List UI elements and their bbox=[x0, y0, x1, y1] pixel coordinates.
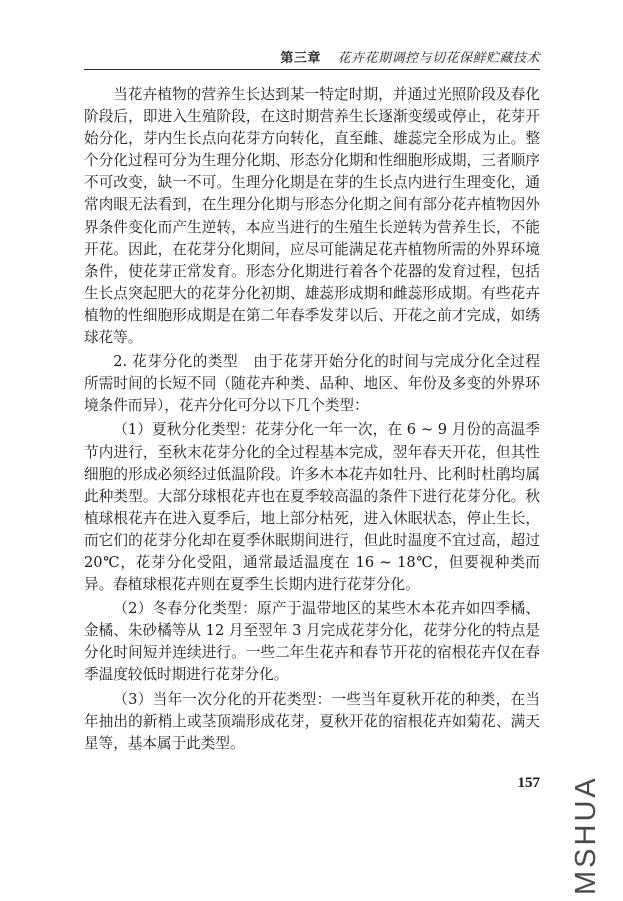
chapter-topic: 花卉花期调控与切花保鲜贮藏技术 bbox=[337, 51, 540, 66]
watermark: MSHUA bbox=[570, 775, 602, 895]
paragraph-type-summer-autumn: （1）夏秋分化类型：花芽分化一年一次，在 6 ~ 9 月份的高温季节内进行，至秋末花芽分化的全过程基本完成，翌年春天开花，但其性细胞的形成必须经过低温阶段。许多木本花卉如牡丹、比利时杜鹃均属此种类型。大部分球根花卉也在夏季较高温的条件下进行花芽分化。秋植球根花卉在进入夏季后，地上部分枯死，进入休眠状态，停止生长，而它们的花芽分化却在夏季休眠期间进行，但此时温度不宜过高，超过 20℃，花芽分化受阻，通常最适温度在 16 ~ 18℃，但要视种类而异。春植球根花卉则在夏季生长期内进行花芽分化。 bbox=[84, 421, 540, 594]
paragraph-intro: 当花卉植物的营养生长达到某一特定时期，并通过光照阶段及春化阶段后，即进入生殖阶段，在这时期营养生长逐渐变缓或停止，花芽开始分化，芽内生长点向花芽方向转化，直至雌、雄蕊完全形成为止。整个分化过程可分为生理分化期、形态分化期和性细胞形成期，三者顺序不可改变，缺一不可。生理分化期是在芽的生长点内进行生理变化，通常肉眼无法看到，在生理分化期与形态分化期之间有部分花卉植物因外界条件变化而产生逆转，本应当进行的生殖生长逆转为营养生长，不能开花。因此，在花芽分化期间，应尽可能满足花卉植物所需的外界环境条件，使花芽正常发育。形态分化期进行着各个花器的发育过程，包括生长点突起肥大的花芽分化初期、雄蕊形成期和雌蕊形成期。有些花卉植物的性细胞形成期是在第二年春季发芽以后、开花之前才完成，如绣球花等。 bbox=[84, 86, 540, 347]
page-body bbox=[84, 84, 540, 757]
page-number: 157 bbox=[517, 775, 540, 791]
header-rule bbox=[84, 69, 540, 70]
paragraph-types-heading: 2. 花芽分化的类型 由于花芽开始分化的时间与完成分化全过程所需时间的长短不同（随花卉种类、品种、地区、年份及多变的外界环境条件而异），花卉分化可分以下几个类型： bbox=[84, 353, 540, 415]
chapter-label: 第三章 bbox=[280, 51, 321, 66]
running-header bbox=[84, 47, 540, 67]
paragraph-type-same-year: （3）当年一次分化的开花类型：一些当年夏秋开花的种类，在当年抽出的新梢上或茎顶端形成花芽，夏秋开花的宿根花卉如菊花、满天星等，基本属于此类型。 bbox=[84, 690, 540, 752]
paragraph-type-winter-spring: （2）冬春分化类型：原产于温带地区的某些木本花卉如四季橘、金橘、朱砂橘等从 12 月至翌年 3 月完成花芽分化，花芽分化的特点是分化时间短并连续进行。一些二年生花卉和春节开花的宿根花卉仅在春季温度较低时期进行花芽分化。 bbox=[84, 600, 540, 684]
